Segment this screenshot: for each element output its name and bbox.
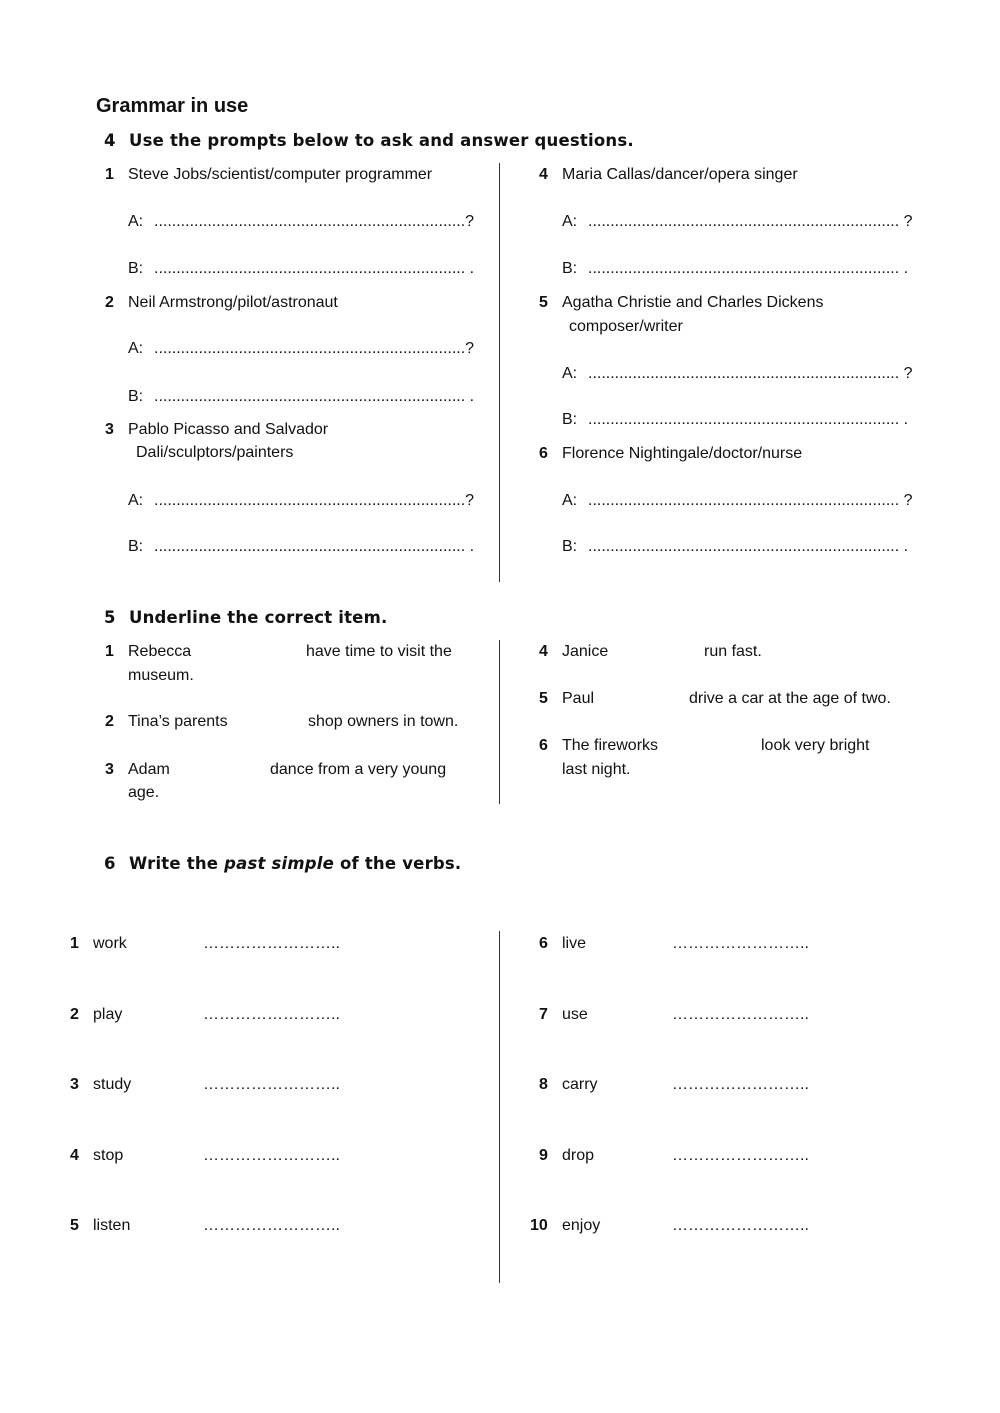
ex5-item-1-cont: museum.	[128, 667, 194, 684]
ex6-item-4-verb: stop	[93, 1147, 124, 1164]
ex6-item-10-verb: enjoy	[562, 1217, 601, 1234]
ex5-item-5-rest: drive a car at the age of two.	[689, 690, 891, 707]
ex4-item-2-number: 2	[105, 294, 114, 311]
ex4-item-1-a-field[interactable]: ......................................................................?	[154, 213, 475, 230]
ex4-item-5-prompt: Agatha Christie and Charles Dickens	[562, 294, 824, 311]
ex5-item-4-rest: run fast.	[704, 643, 762, 660]
ex4-item-1-b-label: B:	[128, 260, 144, 277]
exercise-6-instruction-post: of the verbs.	[334, 854, 462, 873]
exercise-6-divider	[499, 931, 500, 1283]
exercise-4-divider	[499, 163, 500, 582]
ex6-item-1-verb: work	[93, 935, 127, 952]
ex5-item-2-subject: Tina’s parents	[128, 713, 228, 730]
ex5-item-1-subject: Rebecca	[128, 643, 192, 660]
ex5-item-1-number: 1	[105, 643, 114, 660]
ex6-item-9-verb: drop	[562, 1147, 595, 1164]
ex6-item-8-number: 8	[539, 1076, 548, 1093]
ex5-item-3-subject: Adam	[128, 761, 170, 778]
ex6-item-5-answer[interactable]: ……………………..	[203, 1217, 340, 1234]
ex4-item-4-a-label: A:	[562, 213, 578, 230]
ex6-item-10-number: 10	[530, 1217, 548, 1234]
exercise-4-number: 4	[104, 131, 116, 150]
ex6-item-6-verb: live	[562, 935, 587, 952]
ex4-item-5-a-label: A:	[562, 365, 578, 382]
ex4-item-6-a-field[interactable]: ...................................................................... ?	[588, 492, 913, 509]
ex6-item-7-answer[interactable]: ……………………..	[672, 1006, 809, 1023]
ex5-item-5-subject: Paul	[562, 690, 595, 707]
ex6-item-10-answer[interactable]: ……………………..	[672, 1217, 809, 1234]
ex6-item-9-number: 9	[539, 1147, 548, 1164]
ex4-item-4-b-field[interactable]: ...................................................................... .	[588, 260, 909, 277]
ex4-item-3-a-label: A:	[128, 492, 144, 509]
ex4-item-5-b-field[interactable]: ...................................................................... .	[588, 411, 909, 428]
exercise-5-heading	[104, 608, 387, 627]
ex4-item-2-a-label: A:	[128, 340, 144, 357]
ex6-item-3-verb: study	[93, 1076, 132, 1093]
ex4-item-5-prompt-cont: composer/writer	[569, 318, 683, 335]
ex5-item-1-rest: have time to visit the	[306, 643, 452, 660]
ex4-item-5-a-field[interactable]: ...................................................................... ?	[588, 365, 913, 382]
ex6-item-7-number: 7	[539, 1006, 548, 1023]
ex5-item-3-rest: dance from a very young	[270, 761, 447, 778]
ex4-item-6-b-field[interactable]: ...................................................................... .	[588, 538, 909, 555]
ex4-item-1-number: 1	[105, 166, 114, 183]
ex4-item-3-prompt-cont: Dali/sculptors/painters	[136, 444, 294, 461]
ex6-item-7-verb: use	[562, 1006, 588, 1023]
exercise-5-instruction: Underline the correct item.	[129, 608, 388, 627]
ex4-item-4-prompt: Maria Callas/dancer/opera singer	[562, 166, 798, 183]
ex5-item-3-cont: age.	[128, 784, 160, 801]
ex4-item-5-b-label: B:	[562, 411, 578, 428]
page-title: Grammar in use	[96, 95, 249, 117]
ex5-item-3-number: 3	[105, 761, 114, 778]
ex6-item-4-answer[interactable]: ……………………..	[203, 1147, 340, 1164]
ex5-item-2-rest: shop owners in town.	[308, 713, 459, 730]
exercise-4-heading	[104, 131, 634, 150]
ex4-item-1-b-field[interactable]: ...................................................................... .	[154, 260, 475, 277]
ex4-item-6-a-label: A:	[562, 492, 578, 509]
ex4-item-2-b-label: B:	[128, 388, 144, 405]
ex5-item-6-rest: look very bright	[761, 737, 870, 754]
ex4-item-3-number: 3	[105, 421, 114, 438]
exercise-6-instruction-em: past simple	[224, 854, 335, 873]
ex6-item-3-answer[interactable]: ……………………..	[203, 1076, 340, 1093]
ex6-item-8-verb: carry	[562, 1076, 598, 1093]
ex5-item-6-subject: The fireworks	[562, 737, 659, 754]
ex6-item-9-answer[interactable]: ……………………..	[672, 1147, 809, 1164]
ex4-item-2-a-field[interactable]: ......................................................................?	[154, 340, 475, 357]
ex4-item-6-number: 6	[539, 445, 548, 462]
ex4-item-3-b-label: B:	[128, 538, 144, 555]
ex6-item-4-number: 4	[70, 1147, 79, 1164]
ex4-item-3-prompt: Pablo Picasso and Salvador	[128, 421, 329, 438]
exercise-5-divider	[499, 640, 500, 804]
ex5-item-5-number: 5	[539, 690, 548, 707]
ex5-item-6-cont: last night.	[562, 761, 631, 778]
ex6-item-1-answer[interactable]: ……………………..	[203, 935, 340, 952]
ex6-item-5-verb: listen	[93, 1217, 131, 1234]
exercise-6-heading	[104, 854, 461, 873]
ex4-item-1-prompt: Steve Jobs/scientist/computer programmer	[128, 166, 433, 183]
ex5-item-4-number: 4	[539, 643, 548, 660]
ex4-item-3-b-field[interactable]: ...................................................................... .	[154, 538, 475, 555]
ex6-item-6-number: 6	[539, 935, 548, 952]
ex4-item-2-b-field[interactable]: ...................................................................... .	[154, 388, 475, 405]
ex4-item-2-prompt: Neil Armstrong/pilot/astronaut	[128, 294, 338, 311]
ex5-item-2-number: 2	[105, 713, 114, 730]
exercise-6-number: 6	[104, 854, 116, 873]
ex4-item-4-b-label: B:	[562, 260, 578, 277]
ex4-item-5-number: 5	[539, 294, 548, 311]
exercise-6-instruction-pre: Write the	[129, 854, 225, 873]
ex4-item-6-prompt: Florence Nightingale/doctor/nurse	[562, 445, 803, 462]
ex6-item-2-number: 2	[70, 1006, 79, 1023]
ex6-item-2-answer[interactable]: ……………………..	[203, 1006, 340, 1023]
ex6-item-5-number: 5	[70, 1217, 79, 1234]
exercise-5-number: 5	[104, 608, 116, 627]
ex6-item-3-number: 3	[70, 1076, 79, 1093]
exercise-4-instruction: Use the prompts below to ask and answer questions.	[129, 131, 634, 150]
ex5-item-4-subject: Janice	[562, 643, 609, 660]
ex4-item-6-b-label: B:	[562, 538, 578, 555]
ex6-item-2-verb: play	[93, 1006, 123, 1023]
ex5-item-6-number: 6	[539, 737, 548, 754]
ex6-item-1-number: 1	[70, 935, 79, 952]
ex4-item-4-a-field[interactable]: ...................................................................... ?	[588, 213, 913, 230]
ex6-item-8-answer[interactable]: ……………………..	[672, 1076, 809, 1093]
ex4-item-1-a-label: A:	[128, 213, 144, 230]
ex4-item-3-a-field[interactable]: ......................................................................?	[154, 492, 475, 509]
ex4-item-4-number: 4	[539, 166, 548, 183]
ex6-item-6-answer[interactable]: ……………………..	[672, 935, 809, 952]
